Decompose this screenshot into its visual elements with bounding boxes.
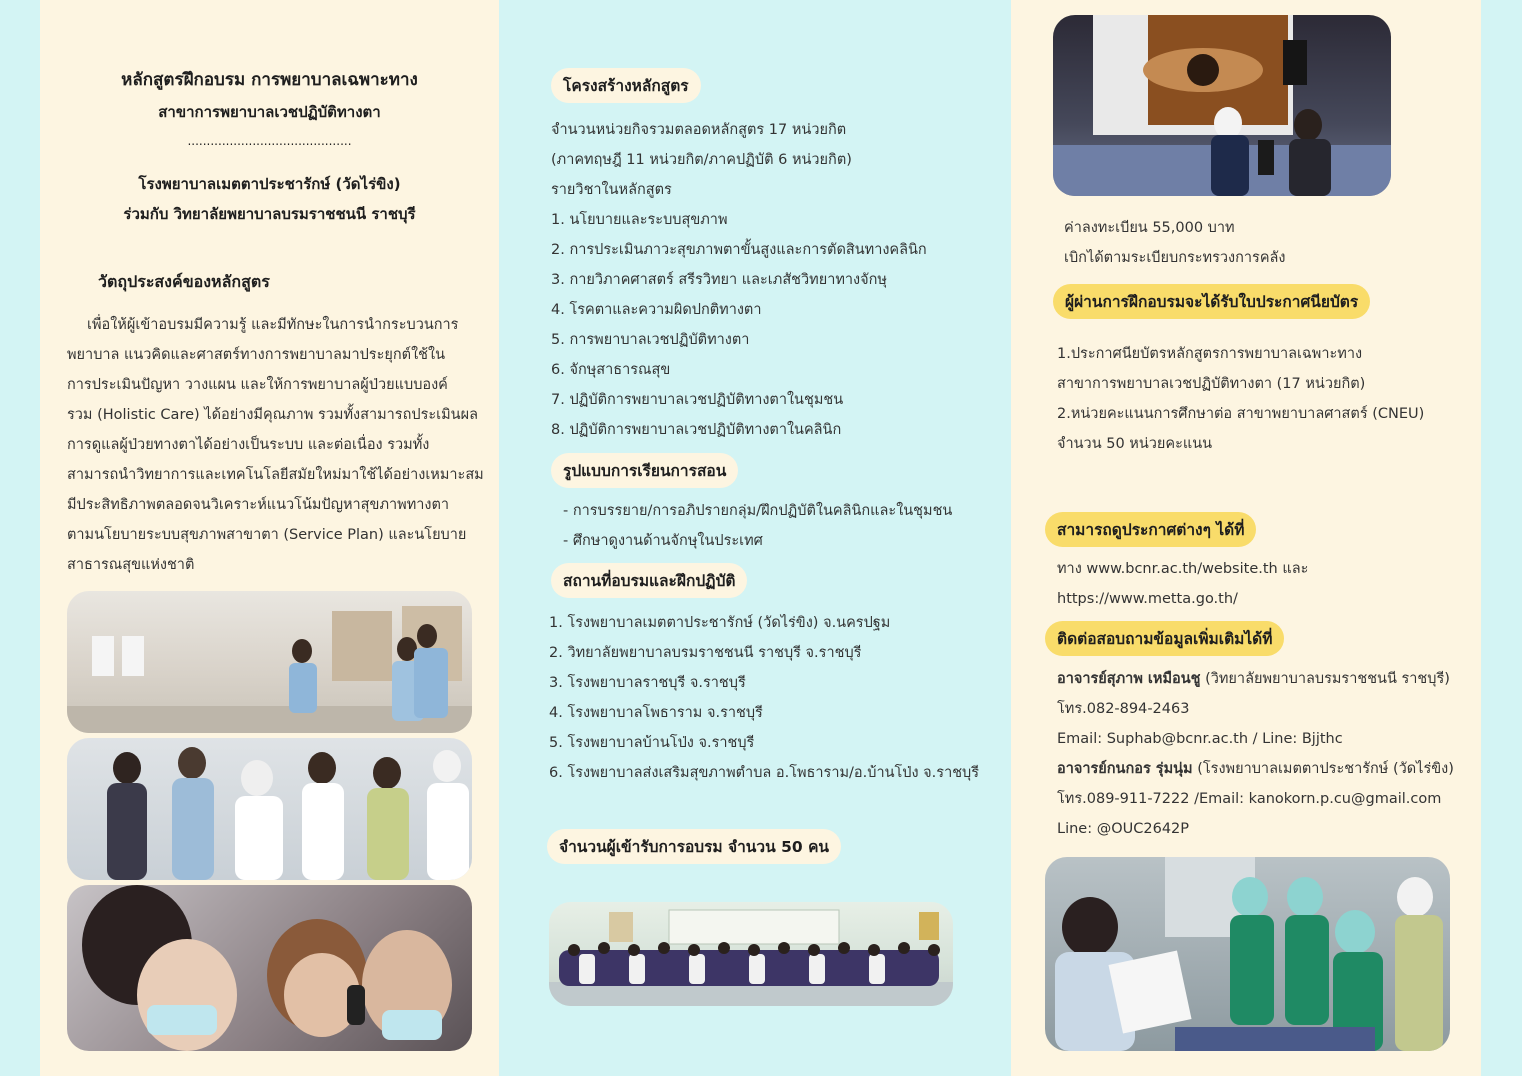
announce-line[interactable]: ทาง www.bcnr.ac.th/website.th และ (1057, 561, 1309, 577)
contact1-row (1057, 664, 1454, 694)
objective-line: การประเมินปัญหา วางแผน และให้การพยาบาลผู้ป่วยแบบองค์ (67, 377, 448, 393)
structure-line: 2. การประเมินภาวะสุขภาพตาขั้นสูงและการตัดสินทางคลินิก (551, 242, 927, 258)
certificate-heading: ผู้ผ่านการฝึกอบรมจะได้รับใบประกาศนียบัตร (1053, 284, 1370, 319)
announce-line[interactable]: https://www.metta.go.th/ (1057, 591, 1238, 607)
venue-heading: สถานที่อบรมและฝึกปฏิบัติ (551, 563, 747, 598)
contact2-line: Line: @OUC2642P (1057, 821, 1190, 837)
teaching-list (563, 496, 952, 556)
course-title: หลักสูตรฝึกอบรม การพยาบาลเฉพาะทาง (121, 70, 418, 90)
lecture-photo (1053, 15, 1391, 196)
contact1-email[interactable]: Email: Suphab@bcnr.ac.th / Line: Bjjthc (1057, 731, 1343, 747)
participants-heading: จำนวนผู้เข้ารับการอบรม จำนวน 50 คน (547, 829, 841, 864)
venue-line: 4. โรงพยาบาลโพธาราม จ.ราชบุรี (549, 705, 763, 721)
structure-line: 1. นโยบายและระบบสุขภาพ (551, 212, 728, 228)
right-panel (1011, 0, 1481, 1076)
left-panel (40, 0, 499, 1076)
objective-line: พยาบาล แนวคิดและศาสตร์ทางการพยาบาลมาประยุกต์ใช้ใน (67, 347, 445, 363)
objective-line: การดูแลผู้ป่วยทางตาได้อย่างเป็นระบบ และต่อเนื่อง รวมทั้ง (67, 437, 430, 453)
operating-room-photo (1045, 857, 1450, 1051)
structure-line: 5. การพยาบาลเวชปฏิบัติทางตา (551, 332, 750, 348)
objective-text (67, 310, 487, 580)
certificate-list (1057, 339, 1424, 459)
announce-links (1057, 554, 1308, 614)
classroom-photo (67, 591, 472, 733)
structure-line: 8. ปฏิบัติการพยาบาลเวชปฏิบัติทางตาในคลินิก (551, 422, 842, 438)
teaching-line: - การบรรยาย/การอภิปรายกลุ่ม/ฝึกปฏิบัติในคลินิกและในชุมชน (563, 503, 953, 519)
contact1-org: (วิทยาลัยพยาบาลบรมราชชนนี ราชบุรี) (1200, 671, 1450, 687)
partner-name: ร่วมกับ วิทยาลัยพยาบาลบรมราชชนนี ราชบุรี (123, 205, 416, 223)
hospital-name: โรงพยาบาลเมตตาประชารักษ์ (วัดไร่ขิง) (138, 175, 401, 193)
group-photo (549, 902, 953, 1006)
objective-line: สาธารณสุขแห่งชาติ (67, 557, 195, 573)
contact2-name: อาจารย์กนกอร รุ่มนุ่ม (1057, 761, 1193, 777)
fee-line: เบิกได้ตามระเบียบกระทรวงการคลัง (1064, 250, 1286, 266)
objective-line: เพื่อให้ผู้เข้าอบรมมีความรู้ และมีทักษะในการนำกระบวนการ (87, 317, 459, 333)
fee-line: ค่าลงทะเบียน 55,000 บาท (1064, 220, 1235, 236)
teaching-line: - ศึกษาดูงานด้านจักษุในประเทศ (563, 533, 763, 549)
contact1-name: อาจารย์สุภาพ เหมือนชู (1057, 671, 1201, 687)
teaching-heading: รูปแบบการเรียนการสอน (551, 453, 738, 488)
contact2-row (1057, 754, 1454, 784)
structure-line: รายวิชาในหลักสูตร (551, 182, 672, 198)
objective-line: รวม (Holistic Care) ได้อย่างมีคุณภาพ รวมทั้งสามารถประเมินผล (67, 407, 478, 423)
venue-line: 1. โรงพยาบาลเมตตาประชารักษ์ (วัดไร่ขิง) จ.นครปฐม (549, 615, 891, 631)
contact1-phone: โทร.082-894-2463 (1057, 701, 1190, 717)
eye-exam-photo (67, 885, 472, 1051)
venue-line: 3. โรงพยาบาลราชบุรี จ.ราชบุรี (549, 675, 746, 691)
contact-heading: ติดต่อสอบถามข้อมูลเพิ่มเติมได้ที่ (1045, 621, 1284, 656)
structure-line: 6. จักษุสาธารณสุข (551, 362, 671, 378)
objective-line: มีประสิทธิภาพตลอดจนวิเคราะห์แนวโน้มปัญหาสุขภาพทางตา (67, 497, 450, 513)
contact2-phone[interactable]: โทร.089-911-7222 /Email: kanokorn.p.cu@gmail.com (1057, 791, 1442, 807)
certificate-line: สาขาการพยาบาลเวชปฏิบัติทางตา (17 หน่วยกิต) (1057, 376, 1366, 392)
objective-heading: วัตถุประสงค์ของหลักสูตร (98, 272, 270, 291)
divider: ........................................... (187, 134, 352, 148)
venue-line: 5. โรงพยาบาลบ้านโป่ง จ.ราชบุรี (549, 735, 755, 751)
middle-panel (499, 0, 1011, 1076)
structure-heading: โครงสร้างหลักสูตร (551, 68, 701, 103)
nurses-group-photo (67, 738, 472, 880)
certificate-line: 2.หน่วยคะแนนการศึกษาต่อ สาขาพยาบาลศาสตร์ (CNEU) (1057, 406, 1425, 422)
structure-line: 4. โรคตาและความผิดปกติทางตา (551, 302, 762, 318)
objective-line: ตามนโยบายระบบสุขภาพสาขาตา (Service Plan) และนโยบาย (67, 527, 467, 543)
structure-line: 7. ปฏิบัติการพยาบาลเวชปฏิบัติทางตาในชุมชน (551, 392, 844, 408)
objective-line: สามารถนำวิทยาการและเทคโนโลยีสมัยใหม่มาใช้ได้อย่างเหมาะสม (67, 467, 484, 483)
venue-list (549, 608, 979, 788)
certificate-line: 1.ประกาศนียบัตรหลักสูตรการพยาบาลเฉพาะทาง (1057, 346, 1363, 362)
venue-line: 6. โรงพยาบาลส่งเสริมสุขภาพตำบล อ.โพธาราม/อ.บ้านโป่ง จ.ราชบุรี (549, 765, 980, 781)
announce-heading: สามารถดูประกาศต่างๆ ได้ที่ (1045, 512, 1256, 547)
structure-list (551, 115, 927, 445)
venue-line: 2. วิทยาลัยพยาบาลบรมราชชนนี ราชบุรี จ.ราชบุรี (549, 645, 862, 661)
contact2-org: (โรงพยาบาลเมตตาประชารักษ์ (วัดไร่ขิง) (1192, 761, 1454, 777)
structure-line: (ภาคทฤษฎี 11 หน่วยกิต/ภาคปฏิบัติ 6 หน่วยกิต) (551, 152, 852, 168)
structure-line: จำนวนหน่วยกิจรวมตลอดหลักสูตร 17 หน่วยกิต (551, 122, 847, 138)
structure-line: 3. กายวิภาคศาสตร์ สรีรวิทยา และเภสัชวิทยาทางจักษุ (551, 272, 887, 288)
fee-info (1064, 213, 1286, 273)
certificate-line: จำนวน 50 หน่วยคะแนน (1057, 436, 1213, 452)
course-subtitle: สาขาการพยาบาลเวชปฏิบัติทางตา (158, 103, 381, 121)
contact-info (1057, 664, 1454, 844)
